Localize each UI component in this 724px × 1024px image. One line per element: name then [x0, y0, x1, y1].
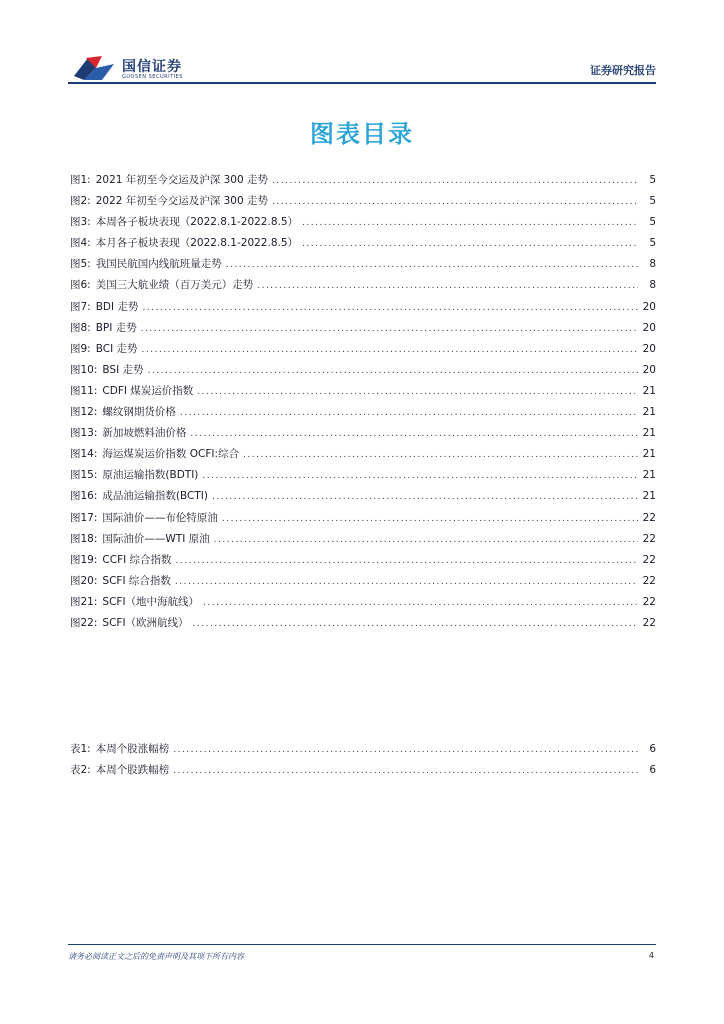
toc-entry-title: 国际油价——布伦特原油 [102, 511, 218, 524]
toc-entry-label: 图12: [70, 406, 98, 419]
toc-leader-dots [203, 598, 638, 608]
toc-entry-title: BPI 走势 [95, 321, 137, 334]
toc-leader-dots [302, 218, 638, 228]
toc-entry-title: 原油运输指数(BDTI) [102, 469, 199, 482]
table-toc-entry[interactable] [70, 741, 656, 762]
figure-toc-entry[interactable] [70, 320, 656, 341]
toc-entry-title: 本周个股跌幅榜 [95, 764, 170, 777]
toc-entry-title: BSI 走势 [102, 363, 144, 376]
figure-toc-entry[interactable] [70, 552, 656, 573]
figure-toc-entry[interactable] [70, 594, 656, 615]
figure-toc-entry[interactable] [70, 193, 656, 214]
toc-entry-page: 5 [649, 174, 656, 186]
toc-entry-label: 图2: [70, 195, 91, 208]
logo-name-cn: 国信证券 [122, 59, 182, 75]
toc-leader-dots [141, 324, 638, 334]
toc-leader-dots [257, 281, 638, 291]
toc-entry-label: 图6: [70, 279, 91, 292]
toc-entry-page: 21 [642, 469, 656, 482]
toc-leader-dots [142, 345, 638, 355]
toc-entry-page: 20 [642, 321, 656, 334]
toc-leader-dots [222, 514, 638, 524]
logo-name-en: GUOSEN SECURITIES [122, 74, 183, 80]
toc-entry-page: 20 [642, 300, 656, 313]
toc-entry-label: 图21: [70, 595, 98, 608]
toc-entry-page: 21 [642, 427, 656, 440]
toc-entry-page: 22 [642, 532, 656, 545]
toc-leader-dots [173, 766, 638, 776]
page-number: 4 [648, 951, 654, 960]
toc-entry-title: 我国民航国内线航班量走势 [95, 258, 222, 271]
toc-entry-page: 5 [649, 195, 656, 208]
toc-leader-dots [180, 408, 638, 418]
figure-toc-entry[interactable] [70, 531, 656, 552]
toc-entry-page: 8 [649, 279, 656, 292]
toc-entry-page: 6 [649, 764, 656, 777]
toc-entry-page: 21 [642, 448, 656, 461]
toc-entry-title: 国际油价——WTI 原油 [102, 532, 210, 545]
toc-entry-title: SCFI 综合指数 [102, 574, 171, 587]
toc-entry-label: 图19: [70, 553, 98, 566]
toc-leader-dots [197, 387, 638, 397]
toc-entry-page: 6 [649, 743, 656, 755]
figure-toc-entry[interactable] [70, 172, 656, 193]
toc-entry-title: BCI 走势 [95, 342, 138, 355]
toc-entry-title: 本月各子板块表现（2022.8.1-2022.8.5） [95, 237, 299, 250]
toc-entry-label: 图11: [70, 384, 98, 397]
toc-entry-page: 22 [642, 616, 656, 629]
figure-toc-entry[interactable] [70, 404, 656, 425]
toc-entry-label: 图17: [70, 511, 98, 524]
toc-entry-page: 22 [642, 511, 656, 524]
figure-toc-entry[interactable] [70, 362, 656, 383]
figure-toc-entry[interactable] [70, 299, 656, 320]
toc-entry-label: 图18: [70, 532, 98, 545]
toc-entry-page: 22 [642, 553, 656, 566]
toc-leader-dots [214, 535, 638, 545]
figure-toc-entry[interactable] [70, 277, 656, 298]
toc-entry-label: 图3: [70, 216, 91, 229]
toc-entry-title: 新加坡燃料油价格 [102, 427, 187, 440]
toc-entry-title: 2022 年初至今交运及沪深 300 走势 [95, 195, 268, 208]
toc-entry-label: 图5: [70, 258, 91, 271]
figure-toc-entry[interactable] [70, 256, 656, 277]
figure-toc-entry[interactable] [70, 467, 656, 488]
toc-entry-page: 5 [649, 216, 656, 229]
toc-leader-dots [173, 745, 638, 755]
toc-entry-title: 2021 年初至今交运及沪深 300 走势 [95, 174, 268, 186]
toc-leader-dots [142, 303, 638, 313]
toc-entry-label: 图14: [70, 448, 98, 461]
toc-entry-page: 20 [642, 342, 656, 355]
toc-entry-title: 本周各子板块表现（2022.8.1-2022.8.5） [95, 216, 299, 229]
toc-leader-dots [190, 429, 638, 439]
table-list [70, 741, 656, 783]
toc-leader-dots [175, 577, 638, 587]
toc-leader-dots [148, 366, 638, 376]
toc-entry-page: 5 [649, 237, 656, 250]
figure-toc-entry[interactable] [70, 425, 656, 446]
toc-entry-page: 22 [642, 595, 656, 608]
header-divider [68, 82, 656, 84]
toc-entry-title: CDFI 煤炭运价指数 [102, 384, 194, 397]
toc-entry-title: 螺纹钢期货价格 [102, 406, 176, 419]
toc-leader-dots [176, 556, 638, 566]
toc-entry-label: 图8: [70, 321, 91, 334]
toc-entry-label: 图9: [70, 342, 91, 355]
figure-toc-entry[interactable] [70, 510, 656, 531]
toc-leader-dots [193, 619, 638, 629]
figure-toc-entry[interactable] [70, 488, 656, 509]
table-toc-entry[interactable] [70, 762, 656, 783]
toc-leader-dots [212, 492, 638, 502]
toc-entry-label: 图1: [70, 174, 91, 186]
toc-entry-title: 美国三大航业绩（百万美元）走势 [95, 279, 254, 292]
toc-entry-title: 成品油运输指数(BCTI) [102, 490, 208, 503]
figure-toc-entry[interactable] [70, 341, 656, 362]
toc-entry-page: 21 [642, 384, 656, 397]
figure-toc-entry[interactable] [70, 446, 656, 467]
toc-leader-dots [202, 471, 638, 481]
report-type-label: 证券研究报告 [590, 64, 656, 77]
toc-entry-page: 20 [642, 363, 656, 376]
footer-divider [68, 944, 656, 945]
toc-entry-label: 图15: [70, 469, 98, 482]
toc-entry-page: 22 [642, 574, 656, 587]
toc-entry-label: 图22: [70, 616, 98, 629]
figure-toc-entry[interactable] [70, 615, 656, 636]
toc-entry-label: 图7: [70, 300, 91, 313]
toc-entry-label: 表1: [70, 743, 91, 755]
toc-leader-dots [226, 260, 638, 270]
toc-leader-dots [302, 239, 638, 249]
toc-entry-title: BDI 走势 [95, 300, 139, 313]
toc-entry-label: 表2: [70, 764, 91, 777]
toc-entry-label: 图13: [70, 427, 98, 440]
toc-entry-title: 海运煤炭运价指数 OCFI:综合 [102, 448, 240, 461]
figure-toc-entry[interactable] [70, 214, 656, 235]
toc-entry-page: 21 [642, 490, 656, 503]
figure-toc-entry[interactable] [70, 235, 656, 256]
disclaimer-note: 请务必阅读正文之后的免责声明及其项下所有内容 [68, 952, 244, 961]
toc-entry-title: 本周个股涨幅榜 [95, 743, 170, 755]
guosen-logo-icon [72, 54, 116, 84]
toc-entry-title: SCFI（欧洲航线） [102, 616, 189, 629]
toc-entry-title: SCFI（地中海航线） [102, 595, 200, 608]
figure-list [70, 172, 656, 636]
toc-leader-dots [272, 176, 638, 186]
toc-entry-label: 图10: [70, 363, 98, 376]
toc-leader-dots [272, 197, 638, 207]
toc-entry-label: 图4: [70, 237, 91, 250]
toc-entry-title: CCFI 综合指数 [102, 553, 172, 566]
figure-toc-entry[interactable] [70, 383, 656, 404]
toc-entry-page: 21 [642, 406, 656, 419]
page-header [0, 0, 724, 90]
toc-entry-label: 图20: [70, 574, 98, 587]
toc-entry-page: 8 [649, 258, 656, 271]
toc-leader-dots [243, 450, 638, 460]
figure-toc-entry[interactable] [70, 573, 656, 594]
toc-entry-label: 图16: [70, 490, 98, 503]
page-title: 图表目录 [310, 120, 414, 148]
